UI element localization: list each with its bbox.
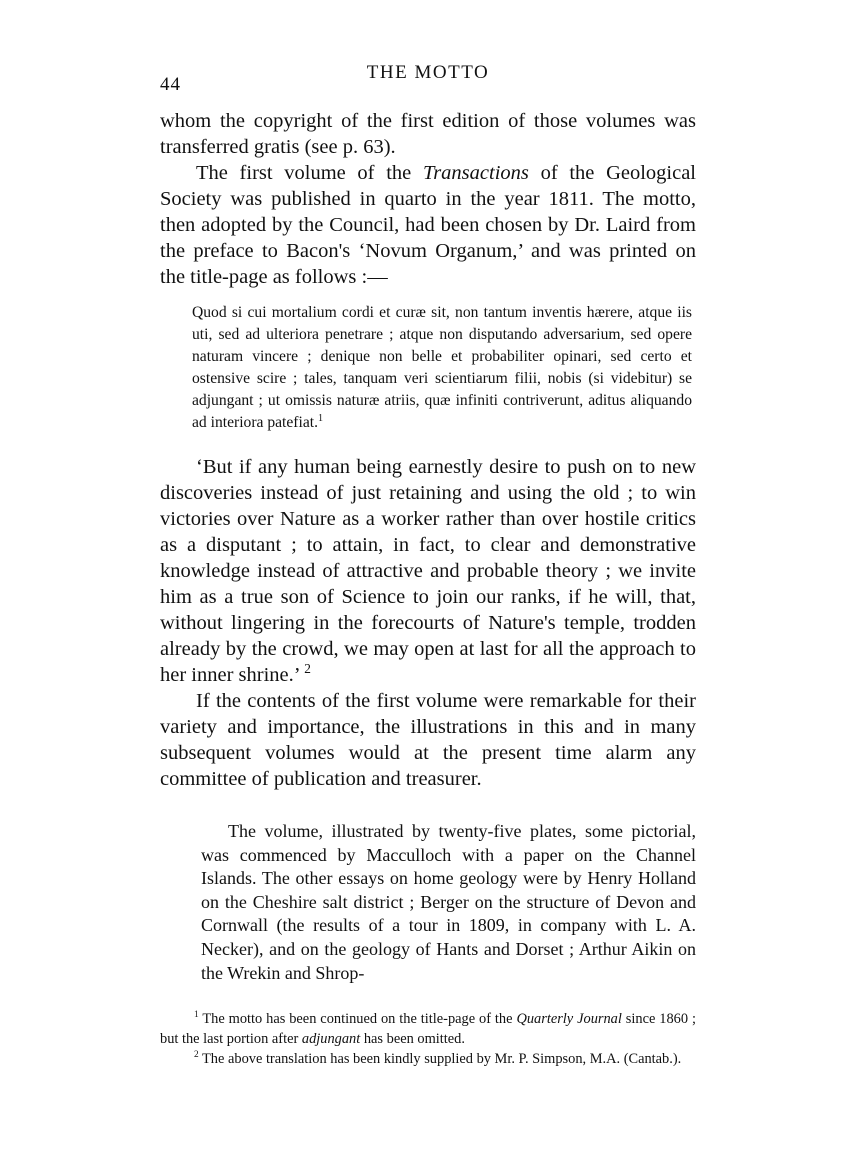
- latin-motto-quote: Quod si cui mortalium cordi et curæ sit, non tantum inventis hærere, atque iis uti, sed ad ulteriora penetrare ; atque non disputando adversarium, sed opere naturam vincere ; denique non belle et probabiliter opinari, sed certo et ostensive scire ; tales, tanquam veri scientiarum filii, nobis (si videbitur) se adjungant ; ut omissis naturæ atriis, quæ infiniti contriverunt, aditus aliquando ad interiora patefiat.$^1$: [192, 304, 692, 431]
- footnote-ref-1: 1: [317, 412, 324, 424]
- illustrations-paragraph: If the contents of the first volume were remarkable for their variety and importance, the illustrations in this and in many subsequent volumes would at the present time alarm any committee of publication and treasurer.: [160, 690, 696, 790]
- motto-translation: ‘But if any human being earnestly desire to push on to new discoveries instead of just retaining and using the old ; to win victories over Nature as a worker rather than over hostile critics as a disputant ; to attain, in fact, to clear and demonstrative knowledge instead of attractive and probable theory ; we invite him as a true son of Science to join our ranks, if he will, that, without lingering in the forecourts of Nature's temple, trodden already by the crowd, we may open at last for all the approach to her inner shrine.’ $^2$: [160, 456, 696, 686]
- page-number: 44: [160, 74, 181, 95]
- footnote-2: $^2$ The above translation has been kindly supplied by Mr. P. Simpson, M.A. (Cantab.).: [194, 1050, 682, 1068]
- running-title: THE MOTTO: [366, 62, 490, 83]
- continued-paragraph: whom the copyright of the first edition of those volumes was transferred gratis (see p. 63).: [160, 110, 696, 158]
- footnote-1: $^1$ The motto has been continued on the title-page of the Quarterly Journal since 1860 ; but the last portion after adjungant has been omitted.: [160, 1010, 696, 1048]
- running-head: [160, 58, 696, 95]
- transactions-title: Transactions: [422, 162, 529, 184]
- volume-contents-quote: The volume, illustrated by twenty-five plates, some pictorial, was commenced by Macculloch with a paper on the Channel Islands. The other essays on home geology were by Henry Holland on the Cheshire salt district ; Berger on the structure of Devon and Cornwall (the results of a tour in 1809, in company with L. A. Necker), and on the geology of Hants and Dorset ; Arthur Aikin on the Wrekin and Shrop-: [201, 821, 696, 983]
- footnote-ref-2: 2: [304, 661, 311, 677]
- footnotes: [160, 1009, 696, 1069]
- transactions-paragraph: The first volume of the Transactions of the Geological Society was published in quarto in the year 1811. The motto, then adopted by the Council, had been chosen by Dr. Laird from the preface to Bacon's ‘Novum Organum,’ and was printed on the title-page as follows :—: [160, 162, 697, 288]
- book-page: [160, 58, 696, 1069]
